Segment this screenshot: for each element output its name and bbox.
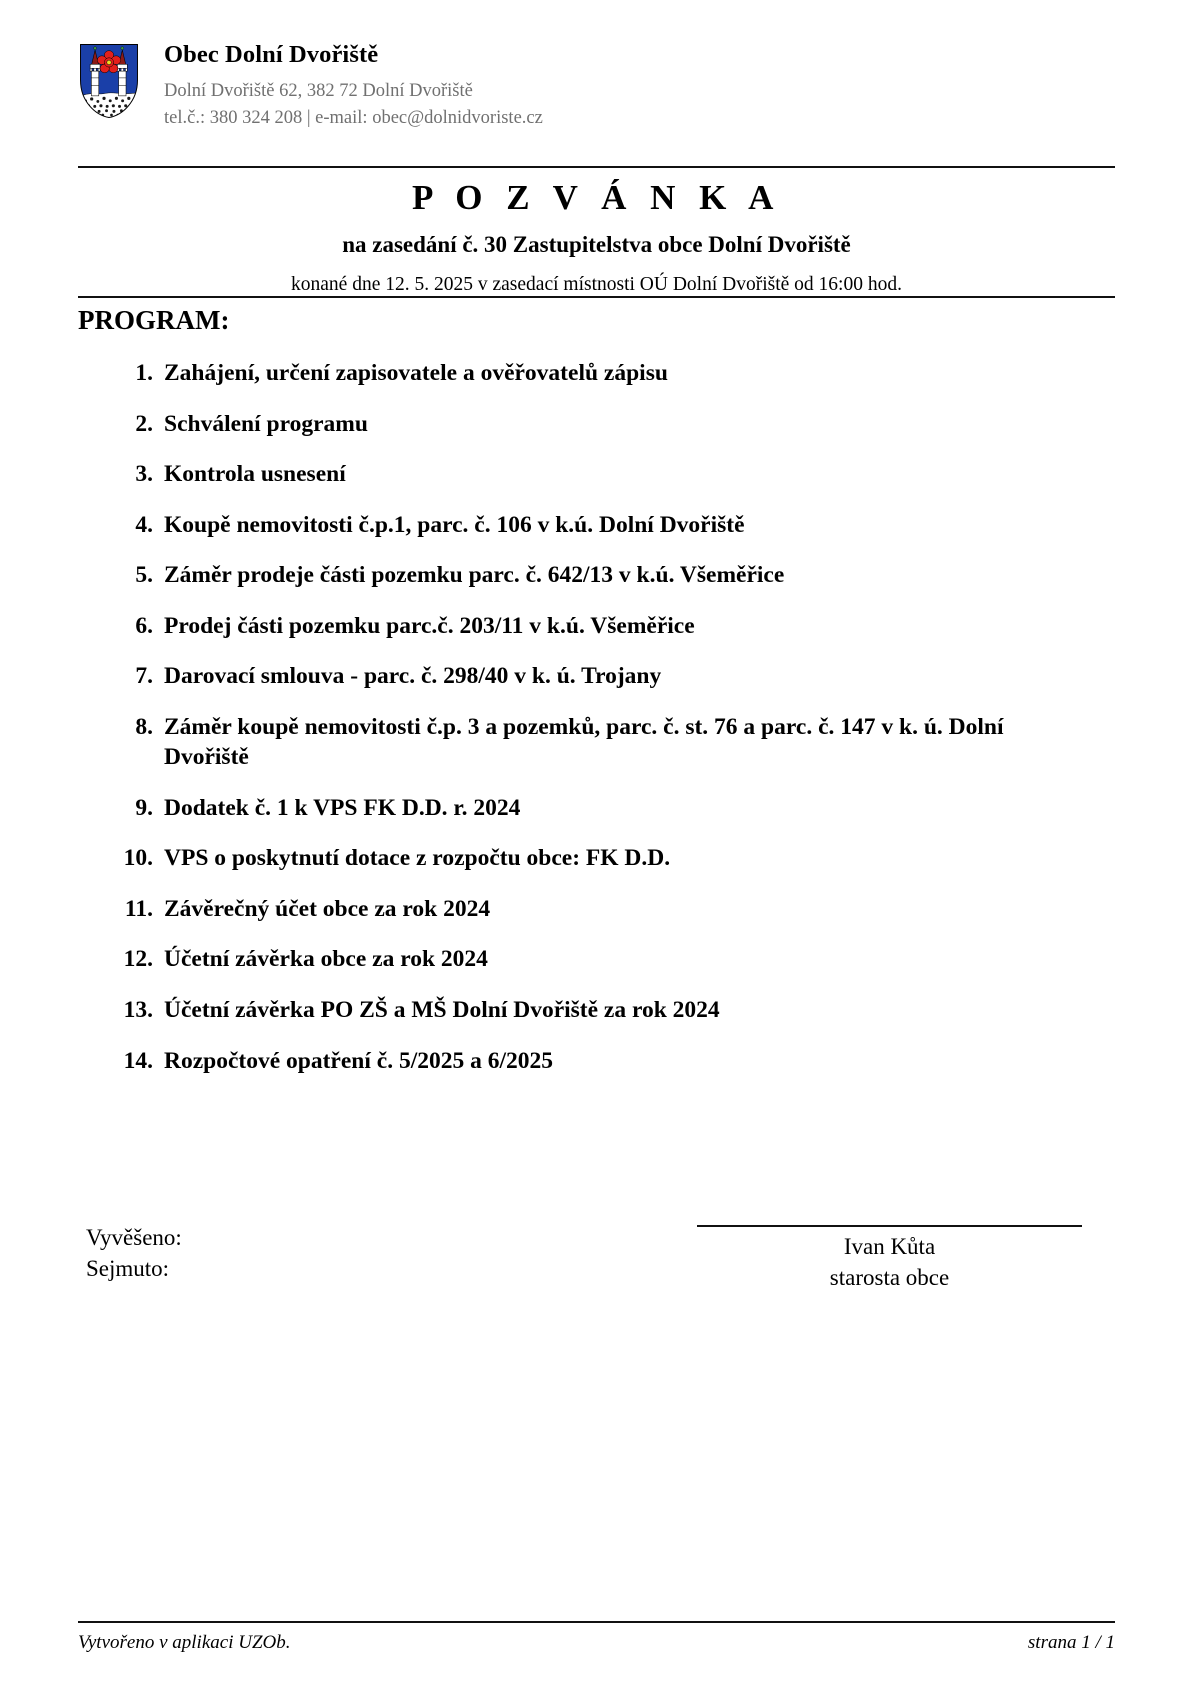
agenda-item <box>110 358 1110 388</box>
agenda-item-text: Účetní závěrka PO ZŠ a MŠ Dolní Dvořiště za rok 2024 <box>164 997 720 1024</box>
agenda-item <box>110 712 1110 772</box>
signatory-name: Ivan Kůta <box>843 1234 936 1259</box>
header-text-block <box>164 38 543 132</box>
agenda-item-number: 9. <box>135 794 153 821</box>
footer-page-number: strana 1 / 1 <box>1027 1632 1115 1653</box>
agenda-item-number: 12. <box>123 946 153 973</box>
agenda-item-number: 10. <box>123 845 153 872</box>
agenda-item <box>110 661 1110 691</box>
agenda-item <box>110 1046 1110 1076</box>
organization-contact: tel.č.: 380 324 208 | e-mail: obec@dolnidvoriste.cz <box>164 107 543 128</box>
agenda-item <box>110 510 1110 540</box>
agenda-item-number: 8. <box>135 714 153 741</box>
program-heading: PROGRAM: <box>78 305 230 335</box>
agenda-item <box>110 793 1110 823</box>
agenda-item-number: 2. <box>135 410 153 437</box>
agenda-item-number: 14. <box>123 1047 153 1074</box>
agenda-item-number: 6. <box>135 612 153 639</box>
signatory-role: starosta obce <box>829 1264 950 1290</box>
agenda-item-text: Prodej části pozemku parc.č. 203/11 v k.ú. Všeměřice <box>164 612 695 639</box>
title-block <box>78 168 1115 297</box>
agenda-item-number: 4. <box>135 511 153 538</box>
agenda-item <box>110 995 1110 1025</box>
agenda-item-number: 11. <box>124 895 153 922</box>
divider-footer <box>78 1621 1115 1623</box>
agenda-item <box>110 560 1110 590</box>
document-header <box>78 38 1115 132</box>
agenda-item-text: Schválení programu <box>164 410 368 437</box>
agenda-item-text: Darovací smlouva - parc. č. 298/40 v k. ú. Trojany <box>164 663 662 690</box>
agenda-item-number: 5. <box>135 562 153 589</box>
agenda-item-text: Závěrečný účet obce za rok 2024 <box>164 895 491 922</box>
agenda-item <box>110 459 1110 489</box>
agenda-item <box>110 944 1110 974</box>
agenda-item <box>110 894 1110 924</box>
agenda-item-text: Koupě nemovitosti č.p.1, parc. č. 106 v k.ú. Dolní Dvořiště <box>164 511 745 538</box>
coat-of-arms-icon <box>78 42 140 120</box>
agenda-item-text: Zahájení, určení zapisovatele a ověřovatelů zápisu <box>164 360 668 386</box>
agenda-item-text: VPS o poskytnutí dotace z rozpočtu obce: FK D.D. <box>164 845 671 872</box>
organization-address: Dolní Dvořiště 62, 382 72 Dolní Dvořiště <box>164 80 473 101</box>
signature-area <box>78 1145 1115 1290</box>
agenda-item-text: Kontrola usnesení <box>164 461 346 488</box>
agenda-item-number: 1. <box>135 360 153 386</box>
removed-label: Sejmuto: <box>86 1255 170 1281</box>
agenda-item-number: 7. <box>135 663 153 690</box>
agenda-item-text: Rozpočtové opatření č. 5/2025 a 6/2025 <box>164 1047 554 1074</box>
agenda-item-text: Dodatek č. 1 k VPS FK D.D. r. 2024 <box>164 794 521 821</box>
agenda-item <box>110 843 1110 873</box>
agenda-item-text: Záměr prodeje části pozemku parc. č. 642/13 v k.ú. Všeměřice <box>164 562 785 589</box>
posting-dates-block <box>86 1223 182 1284</box>
meeting-datetime: konané dne 12. 5. 2025 v zasedací místnosti OÚ Dolní Dvořiště od 16:00 hod. <box>291 273 902 295</box>
agenda-item-number: 13. <box>123 997 153 1024</box>
agenda-item <box>110 409 1110 439</box>
page-title: P O Z V Á N K A <box>412 178 781 217</box>
document-footer <box>78 1632 1115 1654</box>
agenda-item <box>110 611 1110 641</box>
signature-block <box>697 1145 1082 1293</box>
agenda-list <box>110 358 1110 1096</box>
document-subtitle: na zasedání č. 30 Zastupitelstva obce Dolní Dvořiště <box>342 231 851 257</box>
agenda-item-number: 3. <box>135 461 153 488</box>
agenda-item-text: Účetní závěrka obce za rok 2024 <box>164 946 488 973</box>
agenda-item-text: Záměr koupě nemovitosti č.p. 3 a pozemků, parc. č. st. 76 a parc. č. 147 v k. ú. Dolní Dvořiště <box>164 714 1004 771</box>
organization-name: Obec Dolní Dvořiště <box>164 41 379 68</box>
posted-label: Vyvěšeno: <box>86 1225 182 1250</box>
signature-line <box>697 1225 1082 1227</box>
footer-created-by: Vytvořeno v aplikaci UZOb. <box>78 1632 291 1653</box>
